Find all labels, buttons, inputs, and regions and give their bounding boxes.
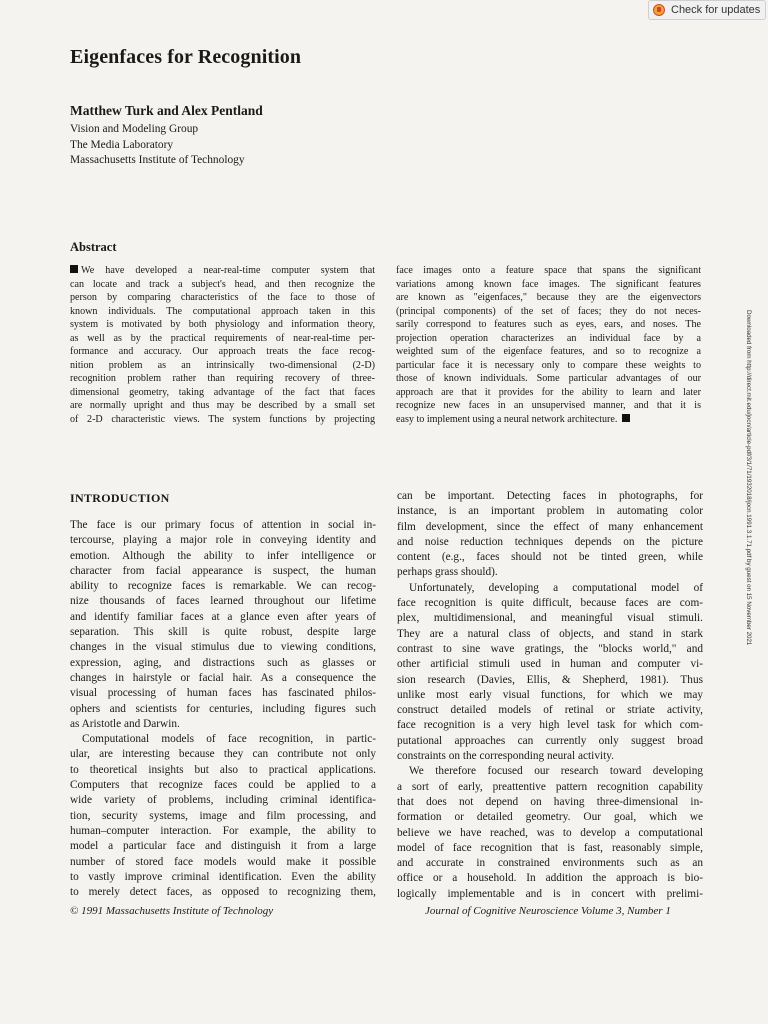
- affiliation-line: Massachusetts Institute of Technology: [70, 154, 245, 166]
- download-watermark-text: Downloaded from http://direct.mit.edu/jocn/article-pdf/3/1/71/1932018/jocn.1991.3.1.71.pdf by guest on 15 November 2021: [745, 310, 752, 646]
- text-line: visual processing of human faces has fascinated philos-: [70, 687, 376, 700]
- text-line: as Aristotle and Darwin.: [70, 717, 180, 730]
- text-line: and identify familiar faces at a glance even after years of: [70, 610, 376, 623]
- text-line: tercourse, playing a major role in conveying identity and: [70, 534, 376, 547]
- text-line: They are a natural class of objects, and stand in stark: [397, 627, 703, 640]
- text-line: separation. This skill is quite robust, despite large: [70, 626, 376, 639]
- text-line: are normally upright and thus may be described by a small set: [70, 400, 375, 411]
- text-line: contrast to sine wave gratings, the "blocks world," and: [397, 642, 703, 655]
- abstract-left-column: [70, 264, 375, 426]
- text-line: character from facial appearance is suspect, the human: [70, 564, 376, 577]
- text-line: tion, security systems, image and film processing, and: [70, 809, 376, 822]
- text-line: logically implementable and is in concert with prelimi-: [397, 887, 703, 900]
- text-line: recognize new faces in an unsupervised manner, and that it is: [396, 400, 701, 411]
- paper-title: Eigenfaces for Recognition: [70, 46, 302, 68]
- text-line: sion research (Davies, Ellis, & Shepherd, 1981). Thus: [397, 673, 703, 686]
- text-line: changes in the visual stimulus due to viewing conditions,: [70, 641, 376, 654]
- text-line: as well as by the practical requirements of near-real-time per-: [70, 332, 375, 344]
- text-line: formation or detailed geometry. Our goal, which we: [397, 811, 703, 824]
- section-end-marker-icon: [622, 414, 630, 422]
- text-line: [70, 264, 375, 278]
- text-line: plex, multidimensional, and meaningful visual stimuli.: [397, 612, 703, 625]
- text-line: putational approaches can currently only suggest broad: [397, 734, 703, 747]
- text-line: to vastly improve criminal identification. Even the ability: [70, 870, 376, 883]
- check-for-updates-button[interactable]: [648, 0, 766, 20]
- text-line: approach are that it provides for the ability to learn and later: [396, 386, 701, 398]
- text-line: recognition problem rather than requiring recovery of three-: [70, 373, 375, 384]
- introduction-left-column: [70, 518, 376, 900]
- text-line: other artificial stimuli used in human and computer vi-: [397, 658, 703, 671]
- text-line: formance and accuracy. Our approach treats the face recog-: [70, 346, 375, 357]
- text-line: face recognition is quite difficult, because faces are com-: [397, 597, 703, 610]
- check-for-updates-label: Check for updates: [671, 4, 761, 16]
- abstract-heading: Abstract: [70, 240, 117, 254]
- introduction-right-column: [397, 489, 703, 902]
- authors: Matthew Turk and Alex Pentland: [70, 103, 263, 118]
- text-line: of 2-D characteristic views. The system functions by projecting: [70, 413, 375, 425]
- text-line: We therefore focused our research toward developing: [409, 765, 703, 778]
- text-line-content: We have developed a near-real-time computer system that: [81, 265, 375, 276]
- text-line: face images onto a feature space that spans the significant: [396, 265, 701, 276]
- text-line: Computers that recognize faces could be applied to a: [70, 779, 376, 792]
- text-line: easy to implement using a neural network architecture.: [396, 413, 701, 427]
- text-line: to theoretical insights but also to practical applications.: [70, 763, 376, 776]
- text-line: office or a household. In addition the approach is bio-: [397, 872, 703, 885]
- text-line: construct detailed models of retinal or striate activity,: [397, 704, 703, 717]
- affiliation-line: Vision and Modeling Group: [70, 123, 199, 135]
- text-line: model of face recognition that is fast, reasonably simple,: [397, 841, 703, 854]
- text-line: model a particular face and distinguish it from a large: [70, 840, 376, 853]
- text-line: to merely detect faces, as opposed to recognizing them,: [70, 886, 376, 899]
- text-line: instance, is an important problem in automating color: [397, 505, 703, 518]
- text-line: The face is our primary focus of attention in social in-: [70, 519, 376, 531]
- introduction-heading: INTRODUCTION: [70, 491, 170, 505]
- text-line: and noise reduction techniques depends on the picture: [397, 535, 703, 548]
- text-line: sarily correspond to features such as eyes, ears, and noses. The: [396, 319, 701, 330]
- text-line: ability to recognize faces is remarkable. We can recog-: [70, 580, 376, 593]
- text-line: and accurate in constrained environments such as an: [397, 857, 703, 870]
- text-line: ophers and scientists for centuries, including figures such: [70, 702, 376, 715]
- affiliation-line: The Media Laboratory: [70, 138, 174, 151]
- text-line: system is motivated by both physiology and information theory,: [70, 319, 375, 330]
- text-line: human–computer interaction. For example, the ability to: [70, 824, 376, 837]
- text-line: ular, are interesting because they can contribute not only: [70, 748, 376, 761]
- text-line: can locate and track a subject's head, and then recognize the: [70, 278, 375, 290]
- text-line: weighted sum of the eigenface features, and so to recognize a: [396, 346, 701, 357]
- text-line: film development, since the effect of many enhancement: [397, 520, 703, 533]
- text-line: particular face it is necessary only to compare these weights to: [396, 359, 701, 371]
- text-line: (principal components) of the set of faces; they do not neces-: [396, 305, 701, 317]
- text-line: perhaps grass should).: [397, 566, 498, 579]
- text-line: content (e.g., faces should not be tinted green, while: [397, 551, 703, 564]
- text-line: nize thousands of faces learned throughout our lifetime: [70, 595, 376, 608]
- text-line: expression, aging, and distractions such as glasses or: [70, 656, 376, 669]
- section-start-marker-icon: [70, 265, 78, 273]
- text-line: that does not depend on having three-dimensional in-: [397, 795, 703, 808]
- text-line: believe we have reached, was to develop a computational: [397, 826, 703, 839]
- affiliation: [70, 122, 245, 169]
- text-line: dimensional geometry, taking advantage of the fact that faces: [70, 386, 375, 398]
- text-line: wide variety of problems, including criminal identifica-: [70, 794, 376, 807]
- text-line: a sort of early, preattentive pattern recognition capability: [397, 780, 703, 793]
- text-line: constraints on the corresponding neural activity.: [397, 750, 614, 763]
- text-line: changes in hairstyle or facial hair. As a consequence the: [70, 671, 376, 684]
- crossmark-icon: [653, 4, 665, 16]
- text-line: unlike most early visual functions, for which we may: [397, 688, 703, 701]
- copyright-footer: © 1991 Massachusetts Institute of Technology: [70, 905, 274, 917]
- text-line: projection operation characterizes an individual face by a: [396, 332, 701, 344]
- text-line: are known as "eigenfaces," because they are the eigenvectors: [396, 292, 701, 303]
- text-line: known individuals. The computational approach taken in this: [70, 305, 375, 317]
- text-line: face recognition is a very high level task for which com-: [397, 719, 703, 732]
- text-line: number of stored face models would make it possible: [70, 855, 376, 868]
- text-line: Computational models of face recognition, in partic-: [82, 733, 376, 746]
- download-watermark: [742, 310, 754, 720]
- text-line: nition problem as an intrinsically two-dimensional (2-D): [70, 359, 375, 371]
- journal-footer: Journal of Cognitive Neuroscience Volume 3, Number 1: [425, 905, 671, 917]
- text-line: those of known individuals. Some particular advantages of our: [396, 373, 701, 384]
- text-line: variations among known face images. The significant features: [396, 278, 701, 290]
- abstract-right-column: [396, 264, 701, 426]
- text-line: person by comparing characteristics of the face to those of: [70, 292, 375, 303]
- text-line: can be important. Detecting faces in photographs, for: [397, 490, 703, 502]
- text-line: emotion. Although the ability to infer intelligence or: [70, 549, 376, 562]
- text-line: Unfortunately, developing a computational model of: [409, 581, 703, 594]
